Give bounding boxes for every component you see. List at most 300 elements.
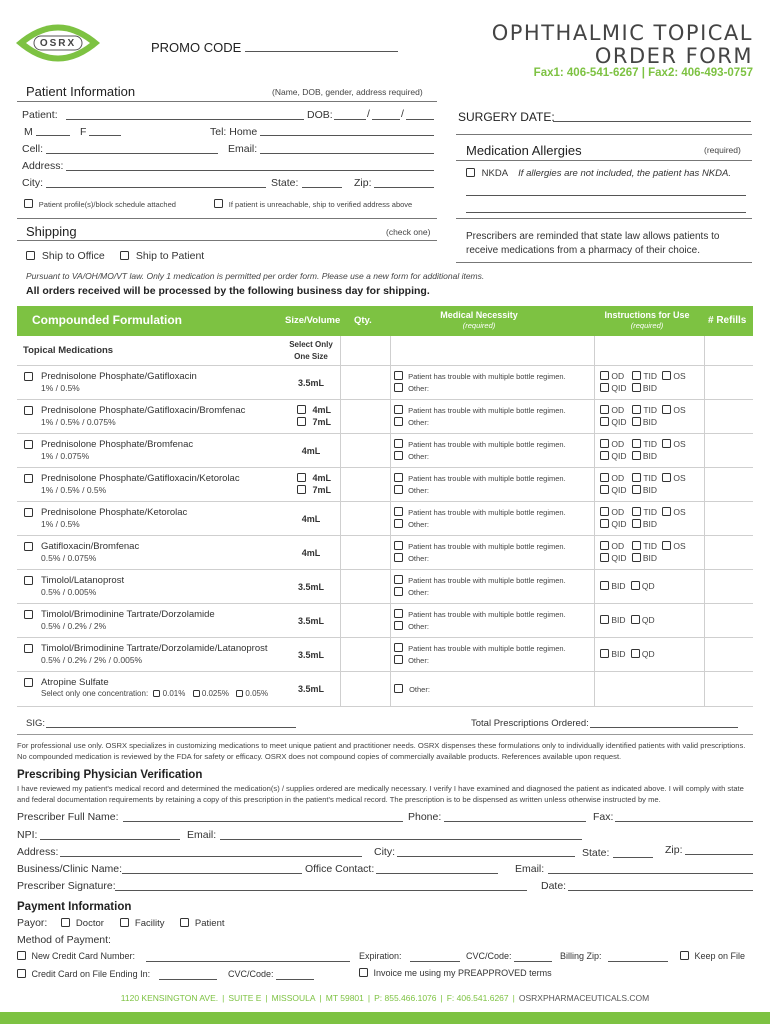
qd-checkbox[interactable] [631, 581, 640, 590]
os-checkbox[interactable] [662, 541, 671, 550]
medication-checkbox[interactable] [24, 576, 33, 585]
footer-city: MISSOULA [271, 993, 316, 1003]
other-checkbox[interactable] [394, 485, 403, 494]
payor-patient-option[interactable] [180, 917, 225, 929]
sig-field[interactable] [46, 718, 296, 728]
header-necessity: Medical Necessity [440, 310, 518, 320]
promo-code-field[interactable] [245, 42, 398, 52]
other-label: Other: [408, 588, 429, 597]
table-row [17, 366, 753, 400]
size-value: 3.5mL [297, 582, 324, 592]
medication-checkbox[interactable] [24, 372, 33, 381]
table-row [17, 604, 753, 638]
tid-checkbox[interactable] [632, 507, 641, 516]
ship-to-office-checkbox[interactable] [26, 251, 35, 260]
od-label: OD [611, 473, 625, 483]
other-label: Other: [408, 452, 429, 461]
os-checkbox[interactable] [662, 473, 671, 482]
tel-home-field[interactable] [260, 126, 434, 136]
patient-name-field[interactable] [66, 110, 304, 120]
signature-label: Prescriber Signature: [17, 880, 116, 892]
os-label: OS [673, 507, 686, 517]
footer-website[interactable]: OSRXPHARMACEUTICALS.COM [518, 993, 650, 1003]
card-on-file-checkbox[interactable] [17, 969, 26, 978]
table-row [17, 468, 753, 502]
bid-checkbox[interactable] [600, 649, 609, 658]
medication-name: Prednisolone Phosphate/Gatifloxacin/Bromfenac [41, 405, 246, 416]
instructions-row-2 [600, 451, 657, 461]
os-checkbox[interactable] [662, 507, 671, 516]
size-value: 3.5mL [297, 650, 324, 660]
other-checkbox[interactable] [394, 587, 403, 596]
ship-to-patient-option[interactable] [120, 250, 204, 262]
medication-name: Prednisolone Phosphate/Gatifloxacin [41, 371, 197, 382]
female-field[interactable] [89, 126, 121, 136]
instructions-row-2 [600, 485, 657, 495]
necessity-trouble-option[interactable] [394, 643, 566, 653]
tid-label: TID [643, 473, 658, 483]
necessity-other-option[interactable] [394, 553, 429, 563]
bid-checkbox[interactable] [600, 581, 609, 590]
signature-field[interactable] [115, 881, 527, 891]
necessity-other-option[interactable] [394, 621, 429, 631]
necessity-other-option[interactable] [394, 417, 429, 427]
nkda-label: NKDA [481, 168, 508, 179]
medication-concentration: 1% / 0.075% [41, 451, 90, 461]
divider [17, 734, 753, 735]
medication-name: Timolol/Brimodinine Tartrate/Dorzolamide [41, 609, 215, 620]
od-checkbox[interactable] [600, 473, 609, 482]
zip-field[interactable] [374, 178, 434, 188]
qid-label: QID [611, 417, 627, 427]
fax-label: Fax: [593, 811, 614, 823]
footer-address: 1120 KENSINGTON AVE. [120, 993, 219, 1003]
unreachable-label: If patient is unreachable, ship to verified address above [228, 200, 413, 209]
allergies-required: (required) [704, 145, 741, 155]
state-label: State: [271, 177, 299, 189]
ship-to-office-option[interactable] [26, 250, 105, 262]
medication-name: Prednisolone Phosphate/Bromfenac [41, 439, 194, 450]
instructions-row-1 [600, 405, 686, 415]
atropine-select-note: Select only one concentration: [41, 689, 149, 698]
os-checkbox[interactable] [662, 371, 671, 380]
medication-name: Timolol/Latanoprost [41, 575, 125, 586]
footer-state: MT 59801 [325, 993, 364, 1003]
medication-concentration: 1% / 0.5% [41, 383, 80, 393]
trouble-label: Patient has trouble with multiple bottle regimen. [408, 542, 566, 551]
business-field[interactable] [122, 864, 302, 874]
necessity-trouble-option[interactable] [394, 541, 566, 551]
bid-label: BID [642, 553, 658, 563]
bid-checkbox[interactable] [632, 451, 641, 460]
profile-attached-option[interactable] [24, 199, 176, 210]
necessity-trouble-option[interactable] [394, 507, 566, 517]
instructions-row-1 [600, 507, 686, 517]
table-subheader-row [17, 336, 753, 366]
trouble-checkbox[interactable] [394, 541, 403, 550]
trouble-checkbox[interactable] [394, 643, 403, 652]
qid-label: QID [611, 519, 627, 529]
allergies-line-1[interactable] [466, 186, 746, 196]
medication-concentration: 0.5% / 0.2% / 2% [41, 621, 107, 631]
expiration-field[interactable] [410, 952, 460, 962]
trouble-label: Patient has trouble with multiple bottle regimen. [408, 610, 566, 619]
other-checkbox[interactable] [394, 621, 403, 630]
prescriber-email-label: Email: [187, 829, 217, 841]
disclaimer: For professional use only. OSRX specializes in customizing medications to meet unique patient and practitioner needs. OSRX dispenses these formulations only to individually identified patients with valid prescriptions. No compounded medication is reviewed by the FDA for safety or efficacy. OSRX does not compound copies of commercially available products. References available upon request. [17, 741, 746, 761]
instructions-row [600, 615, 655, 625]
table-row [17, 434, 753, 468]
cvc2-field[interactable] [276, 970, 314, 980]
tid-checkbox[interactable] [632, 371, 641, 380]
other-label: Other: [408, 656, 429, 665]
table-row [17, 536, 753, 570]
card-on-file-option[interactable] [17, 969, 150, 979]
logo-text: OSRX [39, 38, 77, 49]
qid-label: QID [611, 383, 627, 393]
other-label: Other: [409, 685, 430, 694]
necessity-other-option[interactable] [394, 519, 429, 529]
atropine-checkbox[interactable] [24, 678, 33, 687]
necessity-other-option[interactable] [394, 485, 429, 495]
female-label: F [80, 126, 87, 138]
size-label: 7mL [312, 417, 332, 427]
medication-concentration: 0.5% / 0.005% [41, 587, 97, 597]
keep-on-file-label: Keep on File [694, 951, 746, 961]
size-checkbox[interactable] [297, 473, 306, 482]
instructions-row-1 [600, 371, 686, 381]
other-checkbox[interactable] [394, 451, 403, 460]
npi-field[interactable] [40, 830, 180, 840]
trouble-checkbox[interactable] [394, 405, 403, 414]
payor-facility-option[interactable] [120, 917, 164, 929]
medication-checkbox[interactable] [24, 440, 33, 449]
new-card-option[interactable] [17, 951, 135, 961]
trouble-checkbox[interactable] [394, 439, 403, 448]
unreachable-checkbox[interactable] [214, 199, 223, 208]
size-checkbox[interactable] [297, 405, 306, 414]
atropine-c3-checkbox[interactable] [236, 690, 243, 697]
divider [17, 240, 437, 241]
other-checkbox[interactable] [394, 383, 403, 392]
payor-doctor-label: Doctor [75, 918, 104, 929]
total-prescriptions-field[interactable] [590, 718, 738, 728]
qid-checkbox[interactable] [600, 485, 609, 494]
divider [17, 218, 437, 219]
payor-doctor-option[interactable] [61, 917, 104, 929]
office-contact-label: Office Contact: [305, 863, 375, 875]
size-option[interactable] [297, 473, 331, 483]
medication-checkbox[interactable] [24, 508, 33, 517]
instructions-row-1 [600, 541, 686, 551]
payor-facility-checkbox[interactable] [120, 918, 129, 927]
allergies-line-2[interactable] [466, 203, 746, 213]
medication-checkbox[interactable] [24, 610, 33, 619]
date-field[interactable] [568, 881, 753, 891]
bid-label: BID [642, 417, 658, 427]
physician-attestation: I have reviewed my patient's medical record and determined the medication(s) / supplies ordered are medically necessary. I verify I have examined and diagnosed the patient as indicated above. I will comply with state and federal documentation requirements by retaining a copy of this prescription in the patient's medical record. The prescription is to be dispensed as written unless otherwise instructed by me. [17, 784, 744, 804]
payor-patient-checkbox[interactable] [180, 918, 189, 927]
cvc-field[interactable] [514, 952, 552, 962]
trouble-label: Patient has trouble with multiple bottle regimen. [408, 576, 566, 585]
header-size: Size/Volume [285, 315, 341, 326]
method-label: Method of Payment: [17, 934, 111, 946]
size-checkbox[interactable] [297, 485, 306, 494]
size-checkbox[interactable] [297, 417, 306, 426]
medication-checkbox[interactable] [24, 644, 33, 653]
atropine-concentrations [41, 689, 268, 698]
state-field[interactable] [302, 178, 342, 188]
tid-label: TID [643, 439, 658, 449]
footer-phone: P: 855.466.1076 [374, 993, 437, 1003]
date-label: Date: [541, 880, 567, 892]
divider [17, 101, 437, 102]
prescriber-city-label: City: [374, 846, 395, 858]
npi-label: NPI: [17, 829, 38, 841]
os-label: OS [673, 541, 686, 551]
dob-day-field[interactable] [372, 110, 400, 120]
size-value: 3.5mL [297, 378, 324, 388]
os-checkbox[interactable] [662, 405, 671, 414]
bid-checkbox[interactable] [632, 519, 641, 528]
prescriber-email-field[interactable] [220, 830, 582, 840]
necessity-other-option[interactable] [394, 383, 429, 393]
os-checkbox[interactable] [662, 439, 671, 448]
necessity-trouble-option[interactable] [394, 609, 566, 619]
necessity-trouble-option[interactable] [394, 575, 566, 585]
unreachable-option[interactable] [214, 199, 412, 210]
other-label: Other: [408, 520, 429, 529]
header-qty: Qty. [354, 315, 372, 326]
invoice-checkbox[interactable] [359, 968, 368, 977]
necessity-trouble-option[interactable] [394, 473, 566, 483]
trouble-checkbox[interactable] [394, 575, 403, 584]
qid-checkbox[interactable] [600, 417, 609, 426]
zip-label: Zip: [354, 177, 372, 189]
table-row [17, 502, 753, 536]
topical-medications-label: Topical Medications [23, 345, 114, 356]
dob-month-field[interactable] [334, 110, 366, 120]
profile-attached-label: Patient profile(s)/block schedule attached [38, 200, 176, 209]
surgery-date-field[interactable] [553, 112, 751, 122]
email-field[interactable] [260, 144, 434, 154]
total-prescriptions-label: Total Prescriptions Ordered: [471, 718, 589, 729]
necessity-trouble-option[interactable] [394, 371, 566, 381]
trouble-checkbox[interactable] [394, 473, 403, 482]
qid-label: QID [611, 485, 627, 495]
atropine-c2-checkbox[interactable] [193, 690, 200, 697]
bid-checkbox[interactable] [632, 485, 641, 494]
patient-label: Patient: [22, 109, 58, 121]
os-label: OS [673, 405, 686, 415]
dob-slash: / [367, 108, 370, 120]
other-checkbox[interactable] [394, 655, 403, 664]
dob-year-field[interactable] [406, 110, 434, 120]
tid-checkbox[interactable] [632, 439, 641, 448]
payor-doctor-checkbox[interactable] [61, 918, 70, 927]
ship-to-office-label: Ship to Office [41, 250, 105, 262]
necessity-other-option[interactable] [394, 451, 429, 461]
atropine-c3-label: 0.05% [245, 689, 269, 698]
trouble-checkbox[interactable] [394, 507, 403, 516]
medication-checkbox[interactable] [24, 542, 33, 551]
bid-checkbox[interactable] [600, 615, 609, 624]
prescriber-name-field[interactable] [123, 812, 403, 822]
trouble-checkbox[interactable] [394, 609, 403, 618]
table-row [17, 400, 753, 434]
medication-checkbox[interactable] [24, 406, 33, 415]
bid-label: BID [642, 451, 658, 461]
size-value: 4mL [301, 548, 321, 558]
size-value: 4mL [301, 446, 321, 456]
qid-checkbox[interactable] [600, 451, 609, 460]
instructions-row-2 [600, 383, 657, 393]
bid-label: BID [611, 581, 626, 591]
trouble-label: Patient has trouble with multiple bottle regimen. [408, 440, 566, 449]
size-option[interactable] [297, 405, 331, 415]
size-label: 7mL [312, 485, 332, 495]
billing-zip-field[interactable] [608, 952, 668, 962]
necessity-other-option[interactable] [394, 587, 429, 597]
phone-field[interactable] [444, 812, 586, 822]
qd-checkbox[interactable] [631, 615, 640, 624]
medication-name: Gatifloxacin/Bromfenac [41, 541, 140, 552]
phone-label: Phone: [408, 811, 442, 823]
od-checkbox[interactable] [600, 439, 609, 448]
od-checkbox[interactable] [600, 541, 609, 550]
atropine-row [17, 672, 753, 707]
qid-checkbox[interactable] [600, 553, 609, 562]
os-label: OS [673, 473, 686, 483]
card-on-file-field[interactable] [159, 970, 217, 980]
od-label: OD [611, 371, 625, 381]
new-card-checkbox[interactable] [17, 951, 26, 960]
medication-concentration: 0.5% / 0.075% [41, 553, 97, 563]
trouble-label: Patient has trouble with multiple bottle regimen. [408, 474, 566, 483]
medication-concentration: 1% / 0.5% [41, 519, 80, 529]
header-formulation: Compounded Formulation [32, 313, 182, 327]
tid-label: TID [643, 405, 658, 415]
male-field[interactable] [36, 126, 70, 136]
shipping-heading: Shipping [26, 224, 77, 239]
cell-field[interactable] [46, 144, 218, 154]
qid-checkbox[interactable] [600, 519, 609, 528]
bid-label: BID [642, 485, 658, 495]
od-checkbox[interactable] [600, 507, 609, 516]
os-label: OS [673, 439, 686, 449]
keep-on-file-checkbox[interactable] [680, 951, 689, 960]
divider [456, 218, 752, 219]
bid-label: BID [642, 519, 658, 529]
address-field[interactable] [66, 161, 434, 171]
tid-label: TID [643, 541, 658, 551]
bid-checkbox[interactable] [632, 417, 641, 426]
other-checkbox[interactable] [394, 684, 403, 693]
dob-label: DOB: [307, 109, 333, 121]
qd-checkbox[interactable] [631, 649, 640, 658]
other-checkbox[interactable] [394, 417, 403, 426]
prescriber-address-field[interactable] [60, 847, 362, 857]
footer-suite: SUITE E [228, 993, 262, 1003]
trouble-checkbox[interactable] [394, 371, 403, 380]
city-field[interactable] [46, 178, 266, 188]
necessity-other-option[interactable] [394, 655, 429, 665]
tid-checkbox[interactable] [632, 541, 641, 550]
prescriber-zip-field[interactable] [685, 845, 753, 855]
select-only-text: Select Only [289, 340, 333, 349]
necessity-trouble-option[interactable] [394, 439, 566, 449]
invoice-option[interactable] [359, 968, 552, 978]
qd-label: QD [641, 615, 655, 625]
tid-label: TID [643, 371, 658, 381]
prescriber-state-field[interactable] [613, 848, 653, 858]
bid-checkbox[interactable] [632, 553, 641, 562]
atropine-other-option[interactable] [394, 684, 430, 694]
medication-checkbox[interactable] [24, 474, 33, 483]
size-option[interactable] [297, 417, 331, 427]
shipping-note: (check one) [386, 227, 431, 237]
other-checkbox[interactable] [394, 519, 403, 528]
size-label: 4mL [312, 473, 332, 483]
physician-heading: Prescribing Physician Verification [17, 769, 203, 781]
trouble-label: Patient has trouble with multiple bottle regimen. [408, 508, 566, 517]
prescriber-zip-label: Zip: [665, 844, 683, 856]
table-row [17, 638, 753, 672]
business-label: Business/Clinic Name: [17, 863, 123, 875]
other-checkbox[interactable] [394, 553, 403, 562]
ship-to-patient-label: Ship to Patient [135, 250, 205, 262]
nkda-option[interactable] [466, 168, 731, 179]
tid-checkbox[interactable] [632, 473, 641, 482]
divider [456, 262, 752, 263]
necessity-trouble-option[interactable] [394, 405, 566, 415]
od-checkbox[interactable] [600, 405, 609, 414]
prescriber-city-field[interactable] [397, 847, 575, 857]
nkda-checkbox[interactable] [466, 168, 475, 177]
male-label: M [24, 126, 33, 138]
nkda-note: If allergies are not included, the patient has NKDA. [518, 168, 731, 179]
atropine-name: Atropine Sulfate [41, 677, 109, 688]
select-one-size-note [287, 339, 335, 363]
office-email-field[interactable] [548, 864, 753, 874]
medication-concentration: 1% / 0.5% / 0.5% [41, 485, 107, 495]
ship-to-patient-checkbox[interactable] [120, 251, 129, 260]
od-checkbox[interactable] [600, 371, 609, 380]
prescriber-name-label: Prescriber Full Name: [17, 811, 119, 823]
instructions-row-2 [600, 553, 657, 563]
atropine-c1-checkbox[interactable] [153, 690, 160, 697]
billing-zip-label: Billing Zip: [560, 951, 602, 961]
new-card-field[interactable] [146, 952, 350, 962]
cell-label: Cell: [22, 143, 44, 155]
qid-checkbox[interactable] [600, 383, 609, 392]
tid-checkbox[interactable] [632, 405, 641, 414]
atropine-size: 3.5mL [297, 684, 324, 694]
office-contact-field[interactable] [376, 864, 498, 874]
header-instructions: Instructions for Use [604, 310, 690, 320]
fax-numbers: Fax1: 406-541-6267 | Fax2: 406-493-0757 [533, 67, 753, 79]
size-option[interactable] [297, 485, 331, 495]
cvc2-label: CVC/Code: [228, 969, 274, 979]
title-line1: OPHTHALMIC TOPICAL [491, 21, 753, 45]
bid-checkbox[interactable] [632, 383, 641, 392]
profile-attached-checkbox[interactable] [24, 199, 33, 208]
keep-on-file-option[interactable] [680, 951, 745, 961]
header-necessity-required: (required) [462, 321, 496, 330]
os-label: OS [673, 371, 686, 381]
fax-field[interactable] [615, 812, 753, 822]
header-instructions-required: (required) [630, 321, 664, 330]
